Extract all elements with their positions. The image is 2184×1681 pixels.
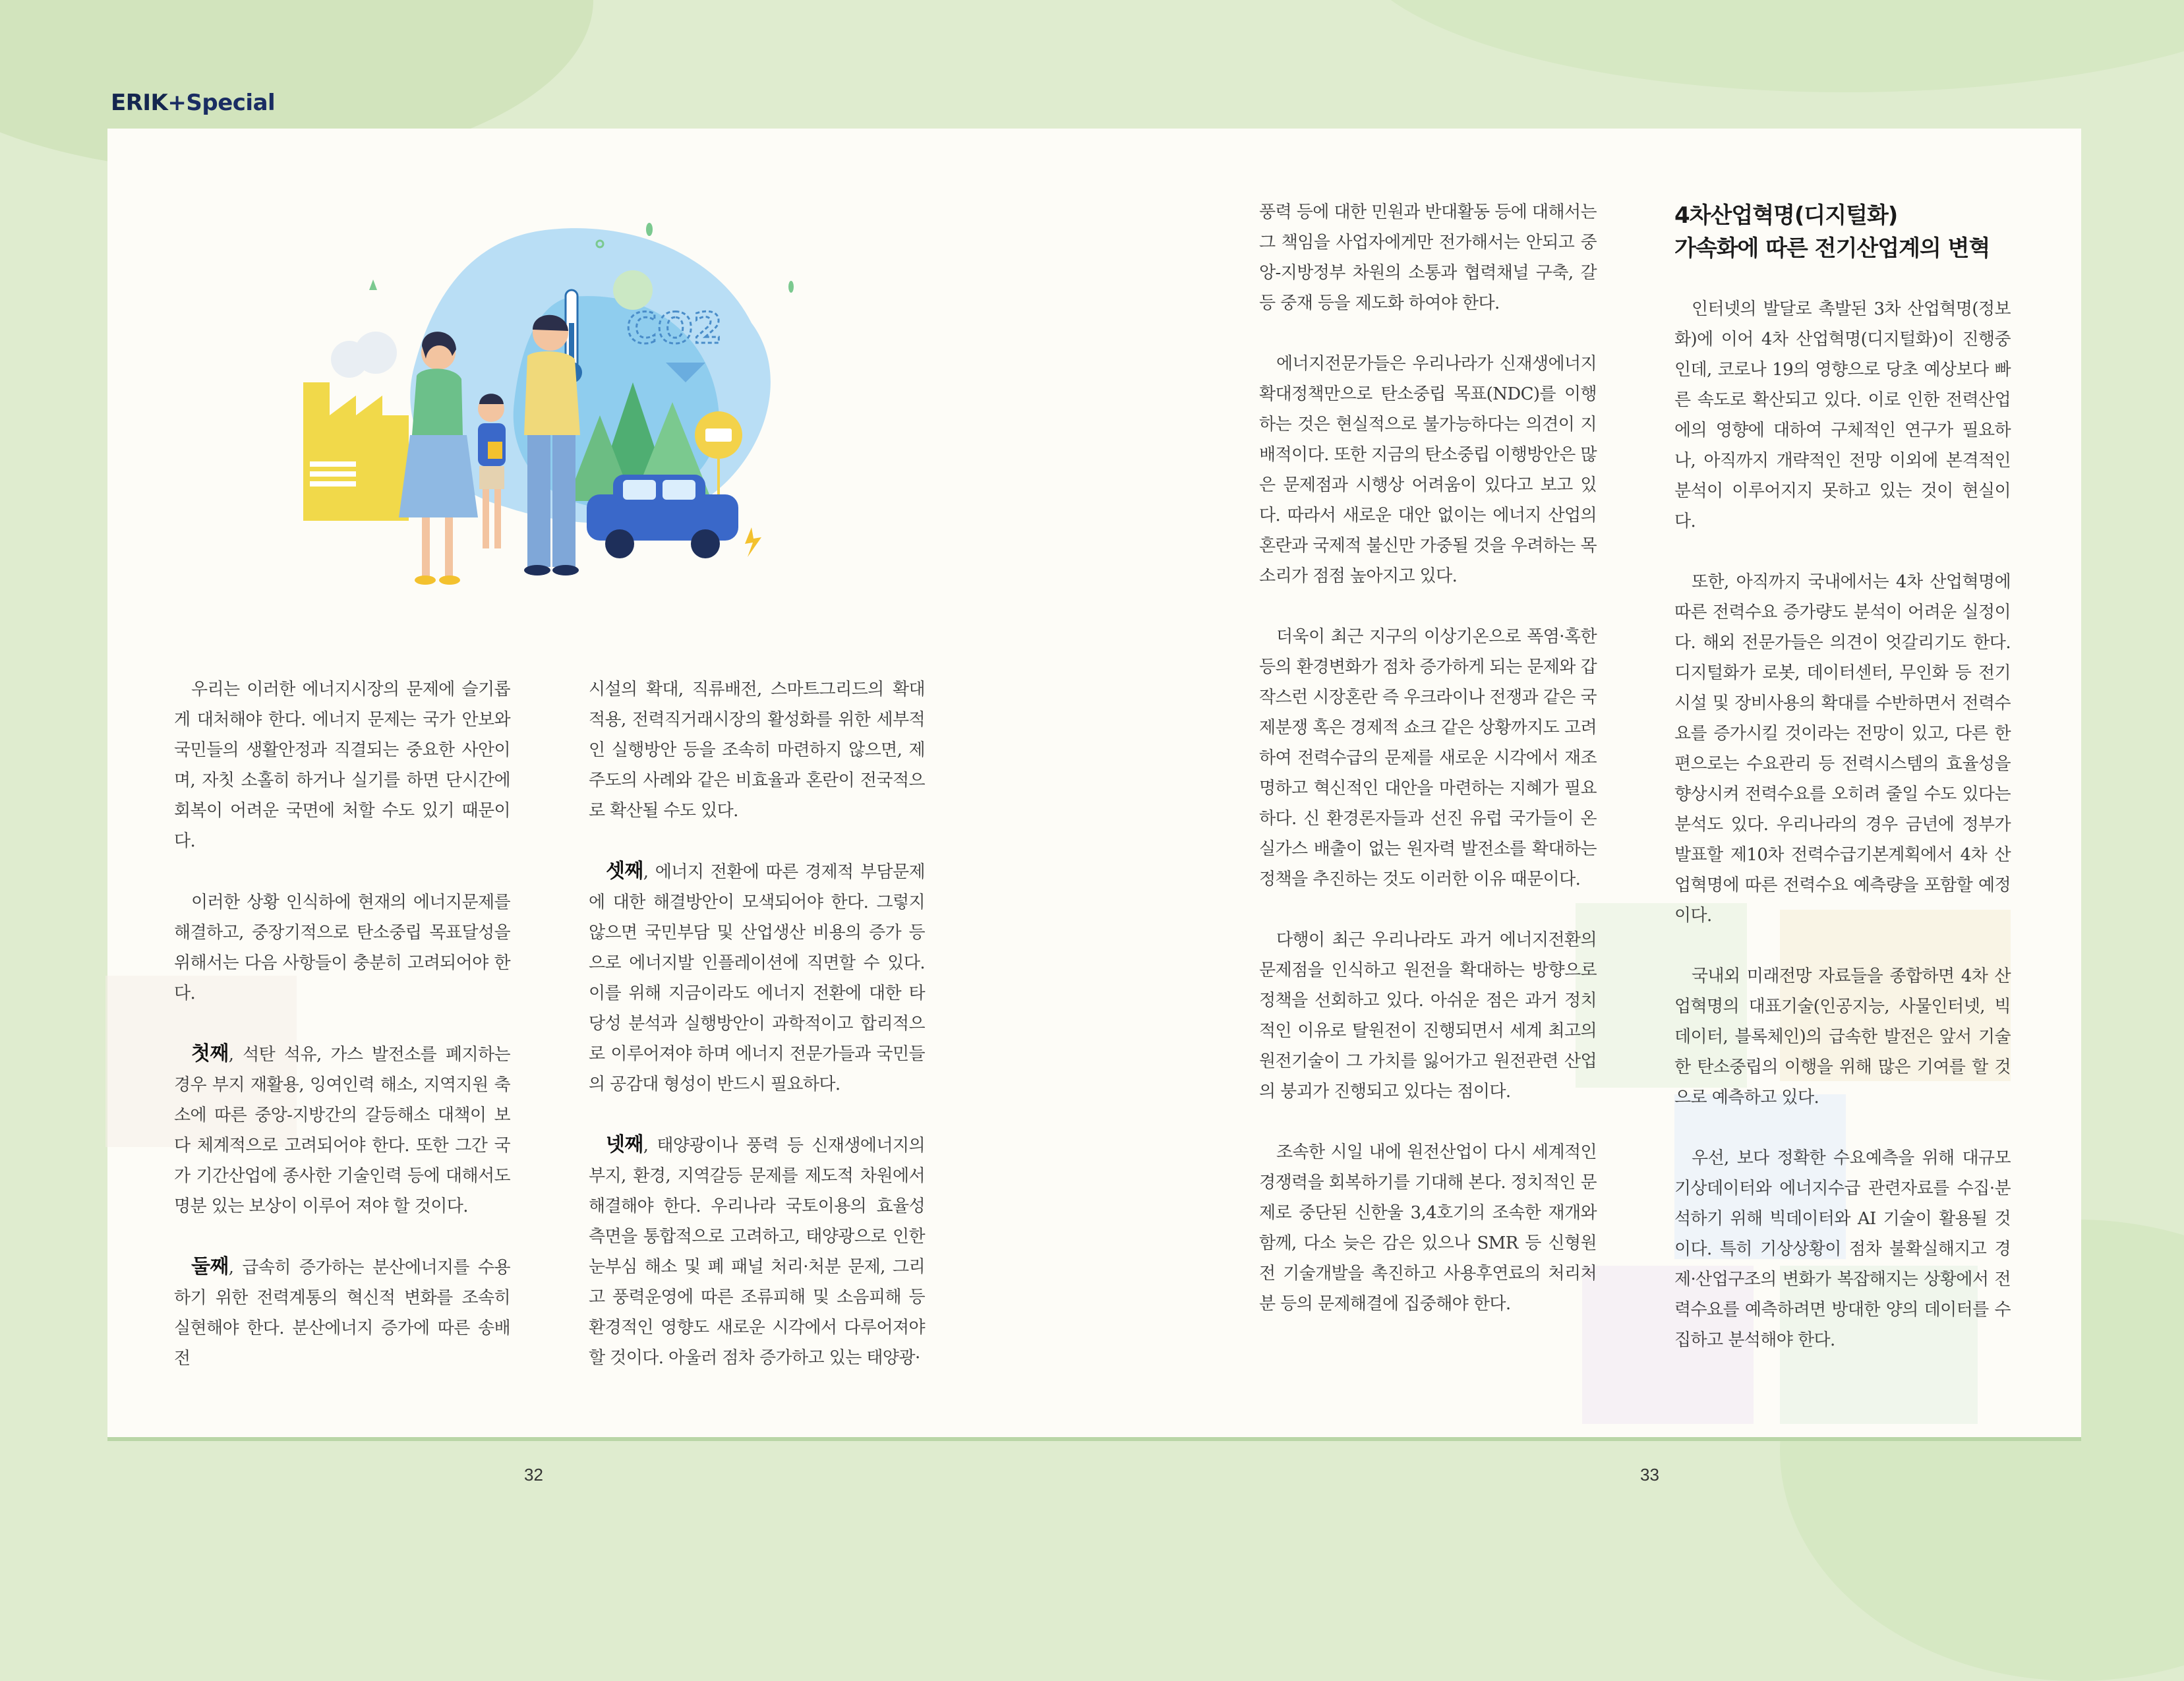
page-number-left: 32 — [524, 1465, 543, 1485]
paragraph-keyword: 넷째 — [606, 1133, 643, 1156]
paragraph-text: 조속한 시일 내에 원전산업이 다시 세계적인 경쟁력을 회복하기를 기대해 본다. 정치적인 문제로 중단된 신한울 3,4호기의 조속한 재개와 함께, 다소 늦은 감은 있으나 SMR 등 신형원전 기술개발을 촉진하고 사용후연료의 처리처분 등의 문제해결에 집중해야 한다. — [1259, 1142, 1597, 1314]
paragraph-text: 풍력 등에 대한 민원과 반대활동 등에 대해서는 그 책임을 사업자에게만 전가해서는 안되고 중앙-지방정부 차원의 소통과 협력채널 구축, 갈등 중재 등을 제도화 하여야 한다. — [1259, 202, 1597, 313]
paragraph-text: 이러한 상황 인식하에 현재의 에너지문제를 해결하고, 중장기적으로 탄소중립 목표달성을 위해서는 다음 사항들이 충분히 고려되어야 한다. — [174, 893, 510, 1003]
left-column-2 — [589, 674, 925, 1373]
co2-label: CO2 — [626, 305, 723, 353]
paragraph-text: 우리는 이러한 에너지시장의 문제에 슬기롭게 대처해야 한다. 에너지 문제는 국가 안보와 국민들의 생활안정과 직결되는 중요한 사안이며, 자칫 소홀히 하거나 실기를 하면 단시간에 회복이 어려운 국면에 처할 수도 있기 때문이다. — [174, 680, 510, 851]
paragraph — [589, 856, 925, 1100]
paragraph-text: 우선, 보다 정확한 수요예측을 위해 대규모 기상데이터와 에너지수급 관련자료를 수집·분석하기 위해 빅데이터와 AI 기술이 활용될 것이다. 특히 기상상황이 점차 불확실해지고 경제·산업구조의 변화가 복잡해지는 상황에서 전력수요를 예측하려면 방대한 양의 데이터를 수집하고 분석해야 한다. — [1674, 1148, 2011, 1350]
paragraph — [1259, 925, 1597, 1107]
right-column-2 — [1674, 199, 2011, 1355]
paragraph-keyword: 둘째 — [191, 1255, 229, 1278]
paragraph-text: , 급속히 증가하는 분산에너지를 수용하기 위한 전력계통의 혁신적 변화를 조속히 실현해야 한다. 분산에너지 증가에 따른 송배전 — [174, 1258, 510, 1369]
section-title — [1674, 199, 2011, 265]
paragraph — [1259, 622, 1597, 895]
paragraph — [1259, 197, 1597, 318]
paragraph — [1674, 294, 2011, 537]
paragraph-text: , 석탄 석유, 가스 발전소를 폐지하는 경우 부지 재활용, 잉여인력 해소, 지역지원 축소에 따른 중앙-지방간의 갈등해소 대책이 보다 체계적으로 고려되어야 한다. 또한 그간 국가 기간산업에 종사한 기술인력 등에 대해서도 명분 있는 보상이 이루어 져야 할 것이다. — [174, 1045, 510, 1216]
brand-logo — [111, 90, 275, 116]
right-column-1 — [1259, 197, 1597, 1319]
paragraph-text: 인터넷의 발달로 촉발된 3차 산업혁명(정보화)에 이어 4차 산업혁명(디지털화)이 진행중인데, 코로나 19의 영향으로 당초 예상보다 빠른 속도로 확산되고 있다. 이로 인한 전력산업에의 영향에 대하여 구체적인 연구가 필요하나, 아직까지 개략적인 전망 이외에 본격적인 분석이 이루어지지 못하고 있는 것이 현실이다. — [1674, 299, 2011, 531]
background-blob — [1351, 0, 2184, 92]
paragraph — [174, 1252, 510, 1374]
section-title-line1: 4차산업혁명(디지털화) — [1674, 202, 1898, 229]
brand-suffix: +Special — [167, 90, 276, 116]
paragraph-text: , 태양광이나 풍력 등 신재생에너지의 부지, 환경, 지역갈등 문제를 제도적 차원에서 해결해야 한다. 우리나라 국토이용의 효율성 측면을 통합적으로 고려하고, 태양광으로 인한 눈부심 해소 및 폐 패널 처리·처분 문제, 그리고 풍력운영에 따른 조류피해 및 소음피해 등 환경적인 영향도 새로운 시각에서 다루어져야 할 것이다. 아울러 점차 증가하고 있는 태양광· — [589, 1136, 925, 1368]
paragraph-text: 다행이 최근 우리나라도 과거 에너지전환의 문제점을 인식하고 원전을 확대하는 방향으로 정책을 선회하고 있다. 아쉬운 점은 과거 정치적인 이유로 탈원전이 진행되면서 세계 최고의 원전기술이 그 가치를 잃어가고 원전관련 산업의 붕괴가 진행되고 있다는 점이다. — [1259, 930, 1597, 1102]
paragraph — [1674, 961, 2011, 1113]
paragraph — [1674, 1143, 2011, 1355]
brand-prefix: ERIK — [111, 90, 168, 116]
section-title-line2: 가속화에 따른 전기산업계의 변혁 — [1674, 235, 1990, 262]
paragraph — [589, 674, 925, 826]
eco-family-illustration — [290, 218, 817, 613]
paragraph — [1259, 1137, 1597, 1319]
illustration-svg — [290, 218, 817, 613]
paragraph-keyword: 셋째 — [606, 860, 643, 883]
paragraph-text: 국내외 미래전망 자료들을 종합하면 4차 산업혁명의 대표기술(인공지능, 사물인터넷, 빅데이터, 블록체인)의 급속한 발전은 앞서 기술한 탄소중립의 이행을 위해 많은 기여를 할 것으로 예측하고 있다. — [1674, 966, 2011, 1107]
paragraph-text: 시설의 확대, 직류배전, 스마트그리드의 확대 적용, 전력직거래시장의 활성화를 위한 세부적인 실행방안 등을 조속히 마련하지 않으면, 제주도의 사례와 같은 비효율과 혼란이 전국적으로 확산될 수도 있다. — [589, 680, 925, 821]
paragraph — [174, 887, 510, 1009]
page-number-right: 33 — [1640, 1465, 1659, 1485]
paragraph-text: , 에너지 전환에 따른 경제적 부담문제에 대한 해결방안이 모색되어야 한다. 그렇지 않으면 국민부담 및 산업생산 비용의 증가 등으로 에너지발 인플레이션에 직면할 수 있다. 이를 위해 지금이라도 에너지 전환에 대한 타당성 분석과 실행방안이 과학적이고 합리적으로 이루어져야 하며 에너지 전문가들과 국민들의 공감대 형성이 반드시 필요하다. — [589, 862, 925, 1094]
paragraph-text: 더욱이 최근 지구의 이상기온으로 폭염·혹한 등의 환경변화가 점차 증가하게 되는 문제와 갑작스런 시장혼란 즉 우크라이나 전쟁과 같은 국제분쟁 혹은 경제적 쇼크 같은 상황까지도 고려하여 전력수급의 문제를 새로운 시각에서 재조명하고 혁신적인 대안을 마련하는 지혜가 필요하다. 신 환경론자들과 선진 유럽 국가들이 온실가스 배출이 없는 원자력 발전소를 확대하는 정책을 추진하는 것도 이러한 이유 때문이다. — [1259, 627, 1597, 889]
paragraph — [1674, 567, 2011, 931]
paragraph — [174, 674, 510, 856]
paragraph — [1259, 349, 1597, 591]
paragraph-text: 또한, 아직까지 국내에서는 4차 산업혁명에 따른 전력수요 증가량도 분석이 어려운 실정이다. 해외 전문가들은 의견이 엇갈리기도 한다. 디지털화가 로봇, 데이터센터, 무인화 등 전기 시설 및 장비사용의 확대를 수반하면서 전력수요를 증가시킬 것이라는 전망이 있고, 다른 한편으로는 수요관리 등 전력시스템의 효율성을 향상시켜 전력수요를 오히려 줄일 수도 있다는 분석도 있다. 우리나라의 경우 금년에 정부가 발표할 제10차 전력수급기본계획에서 4차 산업혁명에 따른 전력수요 예측량을 포함할 예정이다. — [1674, 572, 2011, 926]
paragraph — [174, 1039, 510, 1222]
left-column-1 — [174, 674, 510, 1374]
paragraph — [589, 1130, 925, 1373]
paragraph-keyword: 첫째 — [191, 1042, 229, 1065]
paragraph-text: 에너지전문가들은 우리나라가 신재생에너지 확대정책만으로 탄소중립 목표(NDC)를 이행 하는 것은 현실적으로 불가능하다는 의견이 지배적이다. 또한 지금의 탄소중립 이행방안은 많은 문제점과 시행상 어려움이 있다고 보고 있다. 따라서 새로운 대안 없이는 에너지 산업의 혼란과 국제적 불신만 가중될 것을 우려하는 목소리가 점점 높아지고 있다. — [1259, 354, 1597, 586]
